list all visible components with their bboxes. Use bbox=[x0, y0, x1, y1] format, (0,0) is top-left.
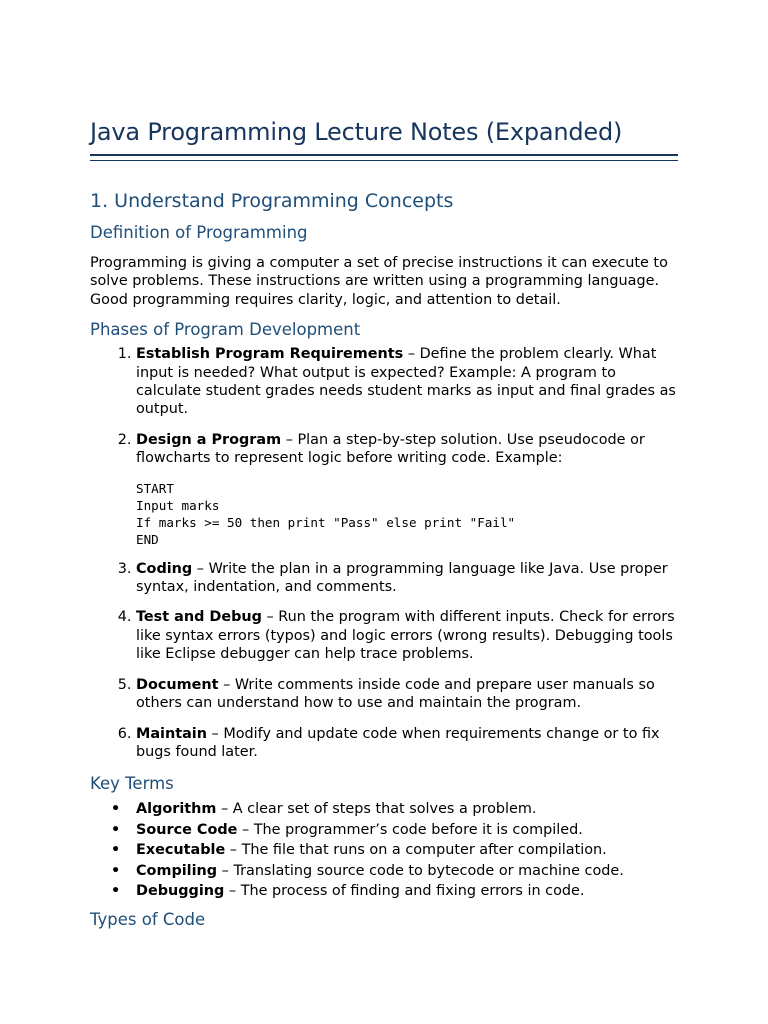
key-term-item bbox=[111, 861, 678, 881]
phase-item-maintain bbox=[136, 725, 678, 762]
bullet-icon: • bbox=[111, 801, 121, 818]
phase-term: Maintain bbox=[136, 725, 207, 742]
phase-description: – Define the problem clearly. What input is needed? What output is expected? Example: A program to calculate student grades needs student marks as input and final grades as output. bbox=[136, 346, 676, 418]
phases-list bbox=[90, 345, 678, 761]
key-term: Compiling bbox=[136, 862, 218, 879]
key-term-definition: – A clear set of steps that solves a problem. bbox=[216, 801, 537, 818]
phase-term: Coding bbox=[136, 560, 193, 577]
definition-paragraph: Programming is giving a computer a set of precise instructions it can execute to solve problems. These instructions are written using a programming language. Good programming requires clarity, logic, and attention to detail. bbox=[90, 255, 668, 308]
subheading-phases-of-program-development: Phases of Program Development bbox=[90, 320, 361, 340]
section-heading-understand-programming-concepts: 1. Understand Programming Concepts bbox=[90, 190, 454, 212]
subheading-types-of-code: Types of Code bbox=[90, 910, 206, 930]
phase-term: Design a Program bbox=[136, 431, 282, 448]
key-term-definition: – The programmer’s code before it is compiled. bbox=[237, 821, 583, 838]
bullet-icon: • bbox=[111, 862, 121, 879]
key-term: Algorithm bbox=[136, 801, 217, 818]
key-term-item bbox=[111, 799, 678, 819]
phase-description: – Write comments inside code and prepare user manuals so others can understand how to use and maintain the program. bbox=[136, 676, 655, 712]
phase-description: – Modify and update code when requirements change or to fix bugs found later. bbox=[136, 725, 660, 760]
phase-term: Document bbox=[136, 676, 219, 693]
phase-description: – Write the plan in a programming language like Java. Use proper syntax, indentation, and comments. bbox=[136, 560, 668, 596]
key-term-definition: – The process of finding and fixing errors in code. bbox=[224, 882, 585, 899]
key-term-item bbox=[111, 820, 678, 840]
phase-description: – Plan a step-by-step solution. Use pseudocode or flowcharts to represent logic before writing code. Example: bbox=[136, 431, 645, 467]
phase-item-design bbox=[136, 431, 678, 548]
phase-item-document bbox=[136, 676, 678, 713]
key-term-item bbox=[111, 881, 678, 901]
key-term: Debugging bbox=[136, 882, 225, 899]
subheading-key-terms: Key Terms bbox=[90, 774, 174, 794]
phase-item-requirements bbox=[136, 345, 678, 419]
key-terms-list bbox=[90, 799, 678, 901]
document-title: Java Programming Lecture Notes (Expanded) bbox=[90, 118, 623, 146]
subheading-definition-of-programming: Definition of Programming bbox=[90, 223, 308, 242]
key-term: Executable bbox=[136, 842, 226, 859]
title-underline-rule bbox=[90, 154, 678, 161]
bullet-icon: • bbox=[111, 882, 121, 899]
phase-term: Test and Debug bbox=[136, 609, 262, 626]
phase-item-coding bbox=[136, 560, 678, 597]
phase-term: Establish Program Requirements bbox=[136, 346, 404, 363]
key-term-definition: – The file that runs on a computer after compilation. bbox=[225, 842, 607, 859]
phase-description: – Run the program with different inputs. Check for errors like syntax errors (typos) and logic errors (wrong results). Debugging tools like Eclipse debugger can help trace problems. bbox=[136, 609, 675, 663]
key-term-definition: – Translating source code to bytecode or machine code. bbox=[217, 862, 624, 879]
bullet-icon: • bbox=[111, 842, 121, 859]
pseudocode-example: START Input marks If marks >= 50 then print "Pass" else print "Fail" END bbox=[136, 480, 516, 547]
key-term-item bbox=[111, 840, 678, 860]
bullet-icon: • bbox=[111, 821, 121, 838]
phase-item-test-and-debug bbox=[136, 608, 678, 663]
key-term: Source Code bbox=[136, 821, 238, 838]
